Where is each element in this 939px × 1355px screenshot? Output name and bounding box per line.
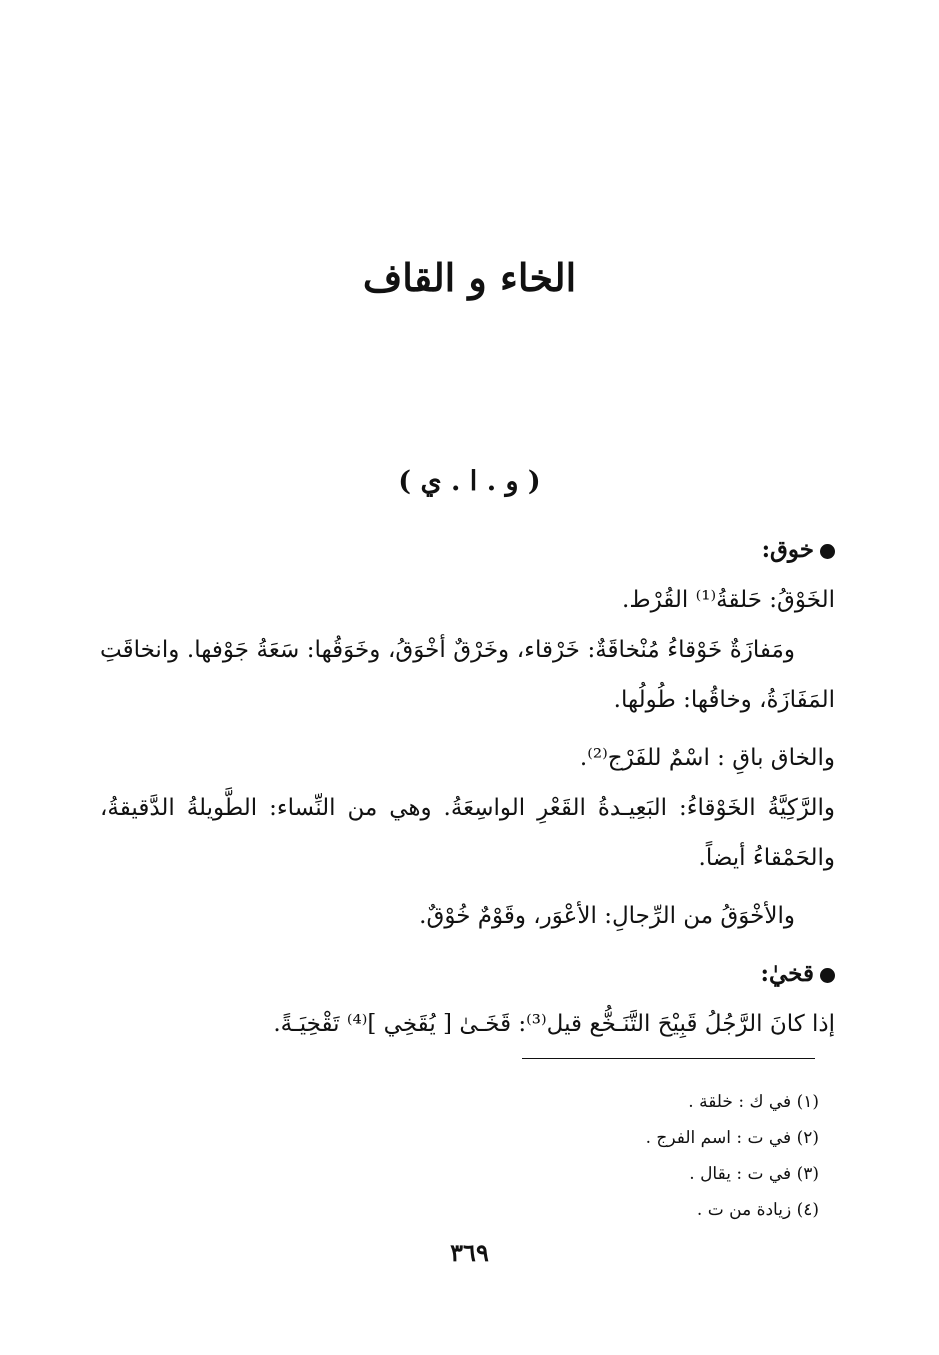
footnote-1: (١) في ك : خلقة .: [688, 1092, 819, 1112]
footnote-divider: [522, 1058, 815, 1059]
paragraph-gap: [100, 725, 835, 733]
entry-headword: خوق:: [761, 536, 814, 563]
bullet-icon: [820, 968, 835, 983]
text-line: والخاق باقِ : اسْمٌ للفَرْج⁽²⁾.: [579, 745, 835, 771]
text-line: ومَفازَةٌ خَوْقاءُ مُنْخاقَةٌ: خَرْقاء، وخَرْقٌ أخْوَقُ، وخَوَقُها: سَعَةُ جَوْفها. وانخاقَتِ: [100, 637, 795, 663]
page-number: ٣٦٩: [450, 1238, 489, 1267]
footnote-4: (٤) زيادة من ت .: [696, 1200, 819, 1220]
footnote-3: (٣) في ت : يقال .: [689, 1164, 819, 1184]
section-title: ( و . ا . ي ): [398, 466, 541, 497]
text-line: والرَّكِيَّةُ الخَوْقاءُ: البَعِيـدةُ القَعْرِ الواسِعَةُ. وهي من النِّساء: الطَّويلةُ الدَّقيقةُ،: [100, 795, 836, 821]
bullet-icon: [820, 544, 835, 559]
text-line: إذا كانَ الرَّجُلُ قَبِيْحَ التَّنَـخُّع قيل⁽³⁾: قَخَـىٰ [ يُقَخِي ]⁽⁴⁾ تَقْخِيَـةً.: [273, 1011, 835, 1037]
footnote-2: (٢) في ت : اسم الفرج .: [645, 1128, 819, 1148]
text-line: والأخْوَقُ من الرِّجالِ: الأعْوَر، وقَوْمٌ خُوْقٌ.: [419, 903, 795, 929]
footnotes: [646, 1084, 819, 1228]
text-line: المَفَازَةُ، وخاقُها: طُولُها.: [613, 687, 835, 713]
text-line: والحَمْقاءُ أيضاً.: [698, 845, 835, 871]
entry-headword: قخيٰ:: [760, 960, 814, 987]
entry-head: [100, 525, 835, 575]
entry-gap: [100, 941, 835, 949]
paragraph-gap: [100, 883, 835, 891]
text-line: الخَوْقُ: حَلقةُ⁽¹⁾ القُرْط.: [622, 587, 835, 613]
entries-body: [100, 525, 835, 1049]
chapter-title: الخاء و القاف: [362, 255, 577, 300]
entry-head: [100, 949, 835, 999]
